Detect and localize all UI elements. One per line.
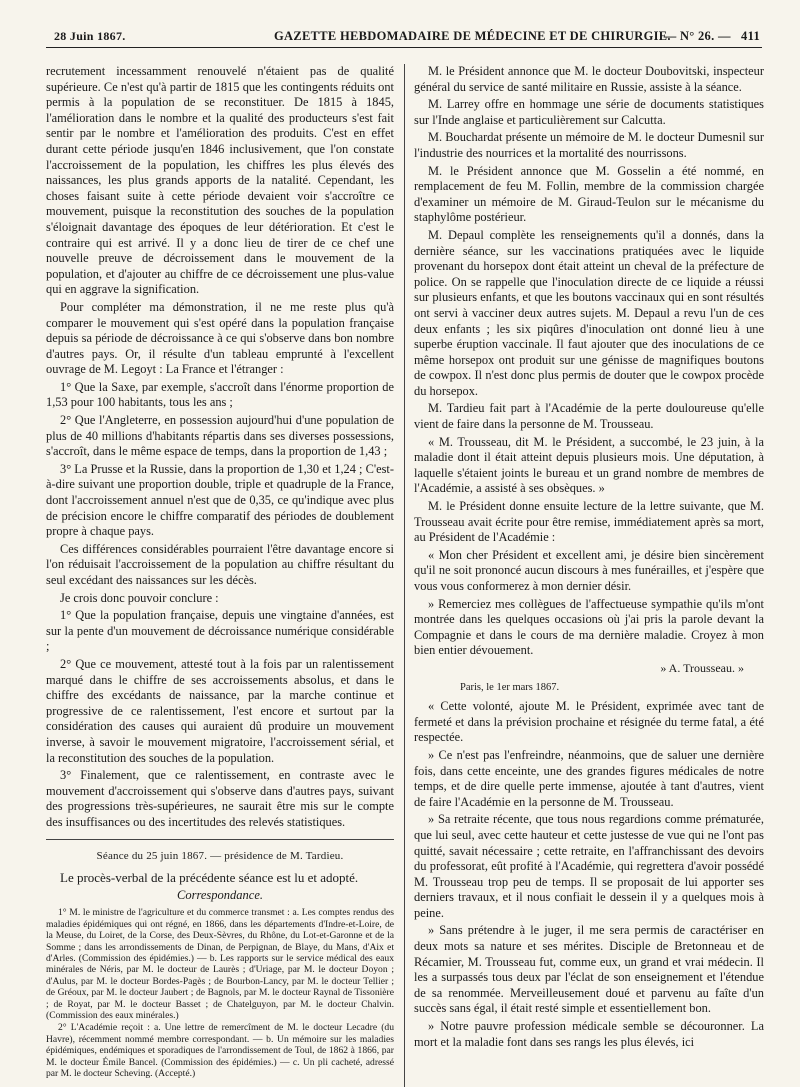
letter-paragraph: « Mon cher Président et excellent ami, je désire bien sincèrement qu'il ne soit prononcé aucun discours à mes funérailles, et j'espère que vous vous conformerez à mon dernier désir.: [414, 547, 764, 593]
header-title: GAZETTE HEBDOMADAIRE DE MÉDECINE ET DE CHIRURGIE.: [274, 29, 671, 43]
right-paragraph: » Sa retraite récente, que tous nous regardions comme prématurée, que lui seul, avec cette hauteur et cette justesse de vue qui ne l'ont pas quitté, savait nécessaire ; cette retraite, en l'affranchissant des devoirs du professorat, eût profité à l'Académie, qui regrettera d'avoir possédé M. Trousseau trop peu de temps. Il se proposait de lui apporter ses derniers travaux, et il nous confiait le dessein il y a quelques mois à peine.: [414, 812, 764, 920]
correspondance-item: 1° M. le ministre de l'agriculture et du commerce transmet : a. Les comptes rendus des maladies épidémiques qui ont régné, en 1866, dans les départements d'Indre-et-Loire, de la Meuse, du Loiret, de la Corse, des Deux-Sèvres, du Rhône, du Lot-et-Garonne et de la Somme ; dans les arrondissements de Dinan, de Perpignan, de Blaye, du Mans, d'Aix et d'Arles. (Commission des épidémies.) — b. Les rapports sur le service médical des eaux minérales de Néris, par M. le docteur de Laurès ; d'Uriage, par M. le docteur Doyon ; d'Aulus, par M. le docteur Bordes-Pagès ; de Bourbon-Lancy, par M. le docteur Tellier ; de Gréoux, par M. le docteur Jaubert ; de Bagnols, par M. le docteur Raynal de Tissonière ; de Royat, par M. le docteur Basset ; de Chatelguyon, par M. le docteur Chalvin. (Commission des eaux minérales.): [46, 907, 394, 1021]
left-paragraph: Ces différences considérables pourraient l'être davantage encore si l'on réduisait l'accroissement de la population au chiffre résultant du seul excédant des naissances sur les décès.: [46, 541, 394, 587]
left-paragraph: 1° Que la Saxe, par exemple, s'accroît dans l'énorme proportion de 1,53 pour 100 habitants, tous les ans ;: [46, 379, 394, 410]
right-column: [414, 64, 764, 1052]
right-paragraph: » Sans prétendre à le juger, il me sera permis de caractériser en deux mots sa nature et ses mérites. Disciple de Bretonneau et de Récamier, M. Trousseau fut, comme eux, un grand et vrai médecin. Il les a surpassés tous deux par l'éclat de son enseignement et l'étendue de sa renommée. Merveilleusement doué et parvenu au faîte d'un succès sans égal, il était resté simple et essentiellement bon.: [414, 923, 764, 1016]
right-paragraph: « M. Trousseau, dit M. le Président, a succombé, le 23 juin, à la maladie dont il était atteint depuis plusieurs mois. Une députation, à laquelle s'étaient joints le bureau et un grand nombre de membres de l'Académie, a assisté à ses obsèques. »: [414, 434, 764, 496]
correspondance-title: Correspondance.: [177, 887, 263, 902]
left-paragraph: 2° Que l'Angleterre, en possession aujourd'hui d'une population de plus de 40 millions d'habitants répartis dans ses diverses possessions, s'accroît, dans le même espace de temps, dans la proportion de 1,43 ;: [46, 413, 394, 459]
left-paragraph: 1° Que la population française, depuis une vingtaine d'années, est sur la pente d'un mouvement de décroissance numérique considérable ;: [46, 608, 394, 654]
page-number: 411: [741, 29, 760, 43]
left-paragraph: Je crois donc pouvoir conclure :: [60, 590, 219, 605]
right-paragraph: M. le Président annonce que M. le docteur Doubovitski, inspecteur général du service de santé militaire en Russie, assiste à la séance.: [414, 64, 764, 94]
right-paragraph: » Ce n'est pas l'enfreindre, néanmoins, que de saluer une dernière fois, dans cette enceinte, une des grandes figures médicales de notre temps, et de dire quelle perte immense, ajoutée à tant d'autres, vient de faire l'Académie en la personne de M. Trousseau.: [414, 747, 764, 809]
right-paragraph: M. le Président annonce que M. Gosselin a été nommé, en remplacement de feu M. Follin, membre de la commission chargée d'examiner un mémoire de M. Giraud-Teulon sur le mécanisme du staphylôme postérieur.: [414, 163, 764, 225]
left-column: [46, 64, 394, 1080]
right-paragraph: M. Depaul complète les renseignements qu'il a donnés, dans la dernière séance, sur les vaccinations pratiquées avec le liquide provenant du horsepox dont était atteint un cheval de la préfecture de police. On se rappelle que l'inoculation directe de ce liquide a réussi sur plusieurs enfants, et que les boutons vaccinaux qui en sont résultés ont servi à vacciner deux autres sujets. M. Depaul a revu l'un de ces deux enfants ; les six piqûres d'inoculation ont donné lieu à une superbe éruption vaccinale. Il faut ajouter que des inoculations de ce même horsepox ont produit sur une génisse de magnifiques boutons de cowpox. Il n'est donc plus permis de douter que le cowpox procède du horsepox.: [414, 227, 764, 398]
left-paragraph: Pour compléter ma démonstration, il ne me reste plus qu'à comparer le mouvement qui s'est opéré dans la population française depuis sa période de décroissance à ce qui s'observe dans bon nombre d'autres pays. Or, il résulte d'un tableau emprunté à l'excellent ouvrage de M. Legoyt : La France et l'étranger :: [46, 299, 394, 377]
right-paragraph: » Notre pauvre profession médicale semble se découronner. La mort et la maladie font dans ses rangs les plus élevés, ici: [414, 1019, 764, 1049]
column-divider: [404, 64, 405, 1087]
proces-verbal: Le procès-verbal de la précédente séance est lu et adopté.: [60, 870, 359, 886]
header-date: 28 Juin 1867.: [54, 29, 126, 43]
header-number-page: [664, 29, 760, 44]
seance-heading: Séance du 25 juin 1867. — présidence de M. Tardieu.: [46, 839, 394, 865]
correspondance-item: 2° L'Académie reçoit : a. Une lettre de remercîment de M. le docteur Lecadre (du Havre), récemment nommé membre correspondant. — b. Un mémoire sur les maladies épidémiques, endémiques et sporadiques de l'arrondissement de Toul, de 1862 à 1866, par M. le docteur Émile Bancel. (Commission des épidémies.) — c. Un pli cacheté, adressé par M. le docteur Scheving. (Accepté.): [46, 1022, 394, 1079]
page-header: [46, 26, 762, 48]
right-paragraph: M. Bouchardat présente un mémoire de M. le docteur Dumesnil sur l'industrie des nourrices et la mortalité des nourrissons.: [414, 130, 764, 160]
right-paragraph: « Cette volonté, ajoute M. le Président, exprimée avec tant de fermeté et dans la prévision prochaine et résignée du terme fatal, a été respectée.: [414, 699, 764, 745]
left-paragraph: 2° Que ce mouvement, attesté tout à la fois par un ralentissement marqué dans le chiffre de ses accroissements absolus, et dans le chiffre des excédants de naissance, par la marche continue et progressive de ce ralentissement, l'est encore et surtout par la considération des causes qui auraient dû produire un mouvement inverse, à savoir le mouvement migratoire, l'accroissement sérial, et la reconstitution des souches de la population.: [46, 656, 394, 765]
left-paragraph: 3° Finalement, que ce ralentissement, en contraste avec le mouvement d'accroissement qui s'observe dans d'autres pays, suivant des progressions très-supérieures, ne saurait être mis sur le compte des insuffisances ou des incertitudes des relevés statistiques.: [46, 768, 394, 829]
correspondance-list: [46, 907, 394, 1079]
letter-signature: » A. Trousseau. »: [660, 660, 744, 675]
left-paragraph: 3° La Prusse et la Russie, dans la proportion de 1,30 et 1,24 ; C'est-à-dire suivant une proportion double, triple et quadruple de la France, dont l'accroissement annuel n'est que de 0,35, ce qu'indique avec plus de précision encore le chiffre comparatif des périodes de doublement propre à chaque pays.: [46, 461, 394, 539]
right-paragraph: M. Larrey offre en hommage une série de documents statistiques sur l'Inde anglaise et particulièrement sur Calcutta.: [414, 97, 764, 127]
left-paragraph: recrutement incessamment renouvelé n'étaient pas de qualité supérieure. Ce n'est qu'à partir de 1815 que les contingents réduits ont permis à la population de se reconstituer. De 1815 à 1845, l'amélioration dans le nombre et la qualité des producteurs s'est fait sentir par le nombre et l'amélioration des produits. C'est en effet durant cette période jusqu'en 1846 inclusivement, que l'on constate l'accroissement de la population, les chiffres les plus élevés des naissances, les plus grands apports de la natalité. Cependant, les choses faisant suite à cette période devaient voir s'accroître ce mouvement, puisque la reconstitution des souches de la population s'éloignait davantage des époques de leur détérioration. Et c'est le contraire qui est arrivé. Il y a donc lieu de tirer de ce chef une nouvelle preuve de décroissement dans le mouvement de la population, et d'ajouter au chiffre de ce décroissement une plus-value qui en aggrave la signification.: [46, 64, 394, 297]
letter-paragraph: » Remerciez mes collègues de l'affectueuse sympathie qu'ils m'ont montrée dans les quelques occasions où j'ai pris la parole devant la Compagnie et dans le cours de ma dernière maladie. Croyez à mon bien entier dévouement.: [414, 596, 764, 658]
trousseau-letter: [414, 548, 764, 659]
right-paragraph: M. Tardieu fait part à l'Académie de la perte douloureuse qu'elle vient de faire dans la personne de M. Trousseau.: [414, 401, 764, 432]
columns: [46, 64, 762, 1087]
issue-number: — N° 26. —: [663, 29, 731, 43]
right-paragraph: M. le Président donne ensuite lecture de la lettre suivante, que M. Trousseau avait écrite pour être remise, immédiatement après sa mort, au Président de l'Académie :: [414, 499, 764, 545]
letter-place-date: Paris, le 1er mars 1867.: [460, 681, 560, 693]
